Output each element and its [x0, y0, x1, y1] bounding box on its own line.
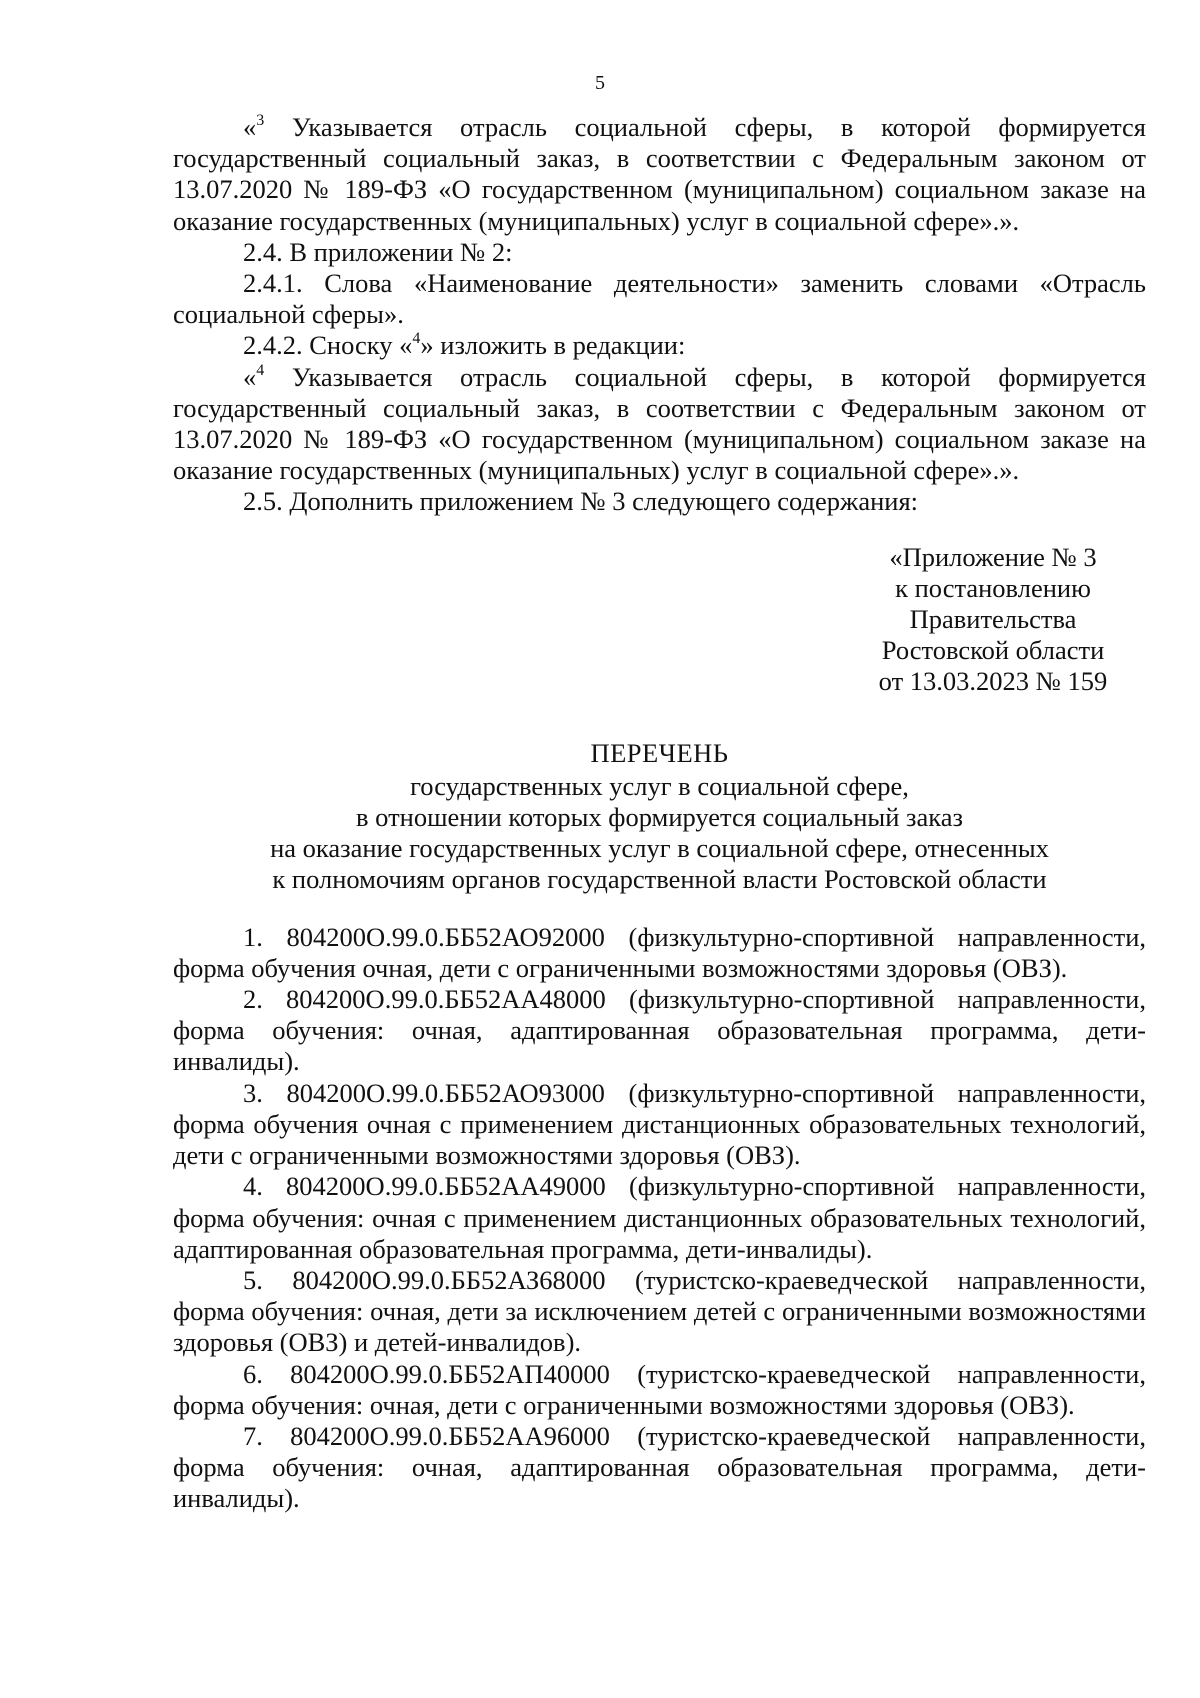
services-list — [173, 922, 1146, 1515]
item-2-5: 2.5. Дополнить приложением № 3 следующего содержания: — [243, 486, 919, 517]
item-2-4-2: 2.4.2. Сноску «$^4$» изложить в редакции: — [243, 330, 686, 361]
list-subtitle — [173, 771, 1146, 896]
service-item: 1. 804200О.99.0.ББ52АО92000 (физкультурно-спортивной направленности, форма обучения очная, дети с ограниченными возможностями здоровья (ОВЗ). — [173, 921, 1146, 983]
footnote-3-marker: 3 — [256, 112, 265, 129]
list-subtitle-line: в отношении которых формируется социальный заказ — [356, 802, 963, 833]
service-item: 2. 804200О.99.0.ББ52АА48000 (физкультурно-спортивной направленности, форма обучения: очная, адаптированная образовательная программа, дети-инвалиды). — [173, 984, 1146, 1077]
item-2-4: 2.4. В приложении № 2: — [243, 236, 513, 267]
list-subtitle-line: государственных услуг в социальной сфере, — [410, 770, 909, 801]
appendix-line: Правительства — [909, 604, 1077, 635]
service-item: 4. 804200О.99.0.ББ52АА49000 (физкультурно-спортивной направленности, форма обучения: очная с применением дистанционных образовательных технологий, адаптированная образовательная программа, дети-инвалиды). — [173, 1171, 1146, 1264]
service-item: 6. 804200О.99.0.ББ52АП40000 (туристско-краеведческой направленности, форма обучения: очная, дети с ограниченными возможностями здоровья (ОВЗ). — [173, 1358, 1146, 1420]
service-item: 3. 804200О.99.0.ББ52АО93000 (физкультурно-спортивной направленности, форма обучения очная с применением дистанционных образовательных технологий, дети с ограниченными возможностями здоровья (ОВЗ). — [173, 1077, 1146, 1171]
footnote-3-text: «$^3$ Указывается отрасль социальной сферы, в которой формируется государственный социальный заказ, в соответствии с Федеральным законом от 13.07.2020 № 189-ФЗ «О государственном (муниципальном) социальном заказе на оказание государственных (муниципальных) услуг в социальной сфере».». — [173, 112, 1146, 236]
list-title: ПЕРЕЧЕНЬ — [590, 737, 729, 768]
footnote-4-reference: 4 — [412, 330, 421, 348]
service-item: 5. 804200О.99.0.ББ52АЗ68000 (туристско-краеведческой направленности, форма обучения: очная, дети за исключением детей с ограниченными возможностями здоровья (ОВЗ) и детей-инвалидов). — [173, 1264, 1146, 1358]
appendix-line: к постановлению — [895, 572, 1091, 603]
footnote-4-text: «$^4$ Указывается отрасль социальной сферы, в которой формируется государственный социальный заказ, в соответствии с Федеральным законом от 13.07.2020 № 189-ФЗ «О государственном (муниципальном) социальном заказе на оказание государственных (муниципальных) услуг в социальной сфере».». — [173, 361, 1146, 486]
footnote-4-marker: 4 — [256, 361, 265, 379]
appendix-line: Ростовской области — [881, 635, 1105, 666]
page-number: 5 — [595, 72, 605, 94]
appendix-line: «Приложение № 3 — [889, 541, 1097, 572]
list-subtitle-line: к полномочиям органов государственной власти Ростовской области — [272, 864, 1047, 895]
appendix-line: от 13.03.2023 № 159 — [878, 666, 1108, 697]
list-heading — [173, 738, 1146, 896]
document-body — [173, 112, 1146, 1515]
appendix-header — [173, 542, 1128, 698]
list-subtitle-line: на оказание государственных услуг в социальной сфере, отнесенных — [270, 833, 1049, 864]
service-item: 7. 804200О.99.0.ББ52АА96000 (туристско-краеведческой направленности, форма обучения: очная, адаптированная образовательная программа, дети-инвалиды). — [173, 1420, 1146, 1514]
item-2-4-1: 2.4.1. Слова «Наименование деятельности» заменить словами «Отрасль социальной сферы». — [173, 268, 1146, 330]
